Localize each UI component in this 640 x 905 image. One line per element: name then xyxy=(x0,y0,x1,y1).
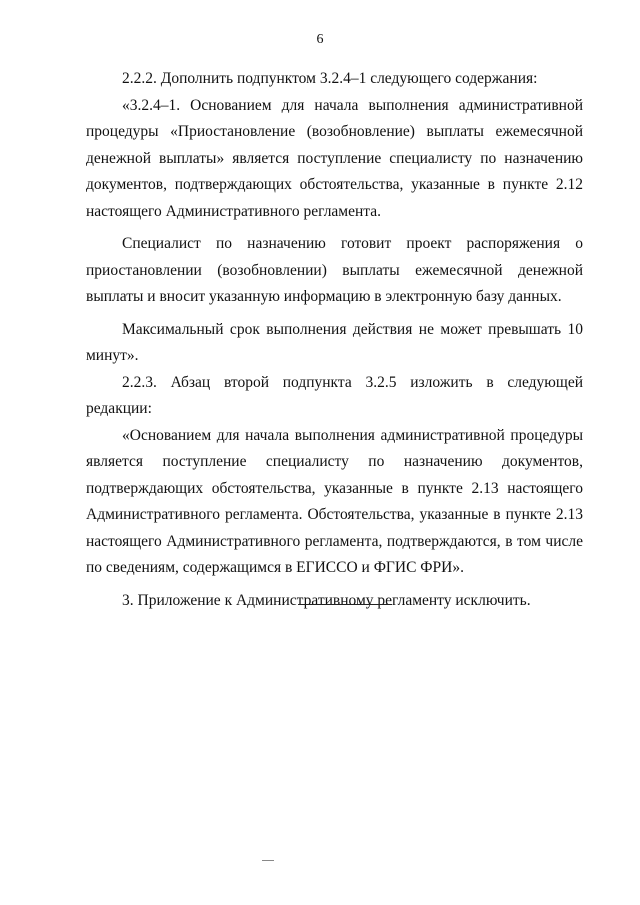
paragraph-basis: «Основанием для начала выполнения административной процедуры является поступление специалисту по назначению документов, подтверждающих обстоятельства, указанные в пункте 2.13 настоящего Административного регламента. Обстоятельства, указанные в пункте 2.13 настоящего Административного регламента, подтверждаются, в том числе по сведениям, содержащимся в ЕГИССО и ФГИС ФРИ». xyxy=(86,426,583,576)
paragraph-2-2-2-heading: 2.2.2. Дополнить подпунктом 3.2.4–1 следующего содержания: xyxy=(122,70,538,87)
document-body xyxy=(86,66,583,614)
paragraph-appendix: 3. Приложение к Административному регламенту исключить. xyxy=(122,591,531,609)
paragraph-max-term: Максимальный срок выполнения действия не может превышать 10 минут». xyxy=(86,320,583,364)
scan-artifact-mark xyxy=(262,860,274,861)
paragraph-2-2-3-heading: 2.2.3. Абзац второй подпункта 3.2.5 изложить в следующей редакции: xyxy=(86,373,583,417)
paragraph-specialist: Специалист по назначению готовит проект распоряжения о приостановлении (возобновлении) выплаты ежемесячной денежной выплаты и вносит указанную информацию в электронную базу данных. xyxy=(86,235,583,305)
paragraph-3-2-4-1: «3.2.4–1. Основанием для начала выполнения административной процедуры «Приостановление (возобновление) выплаты ежемесячной денежной выплаты» является поступление специалисту по назначению документов, подтверждающих обстоятельства, указанные в пункте 2.12 настоящего Административного регламента. xyxy=(86,96,583,220)
end-separator-line xyxy=(298,604,392,605)
page-number: 6 xyxy=(316,32,324,47)
